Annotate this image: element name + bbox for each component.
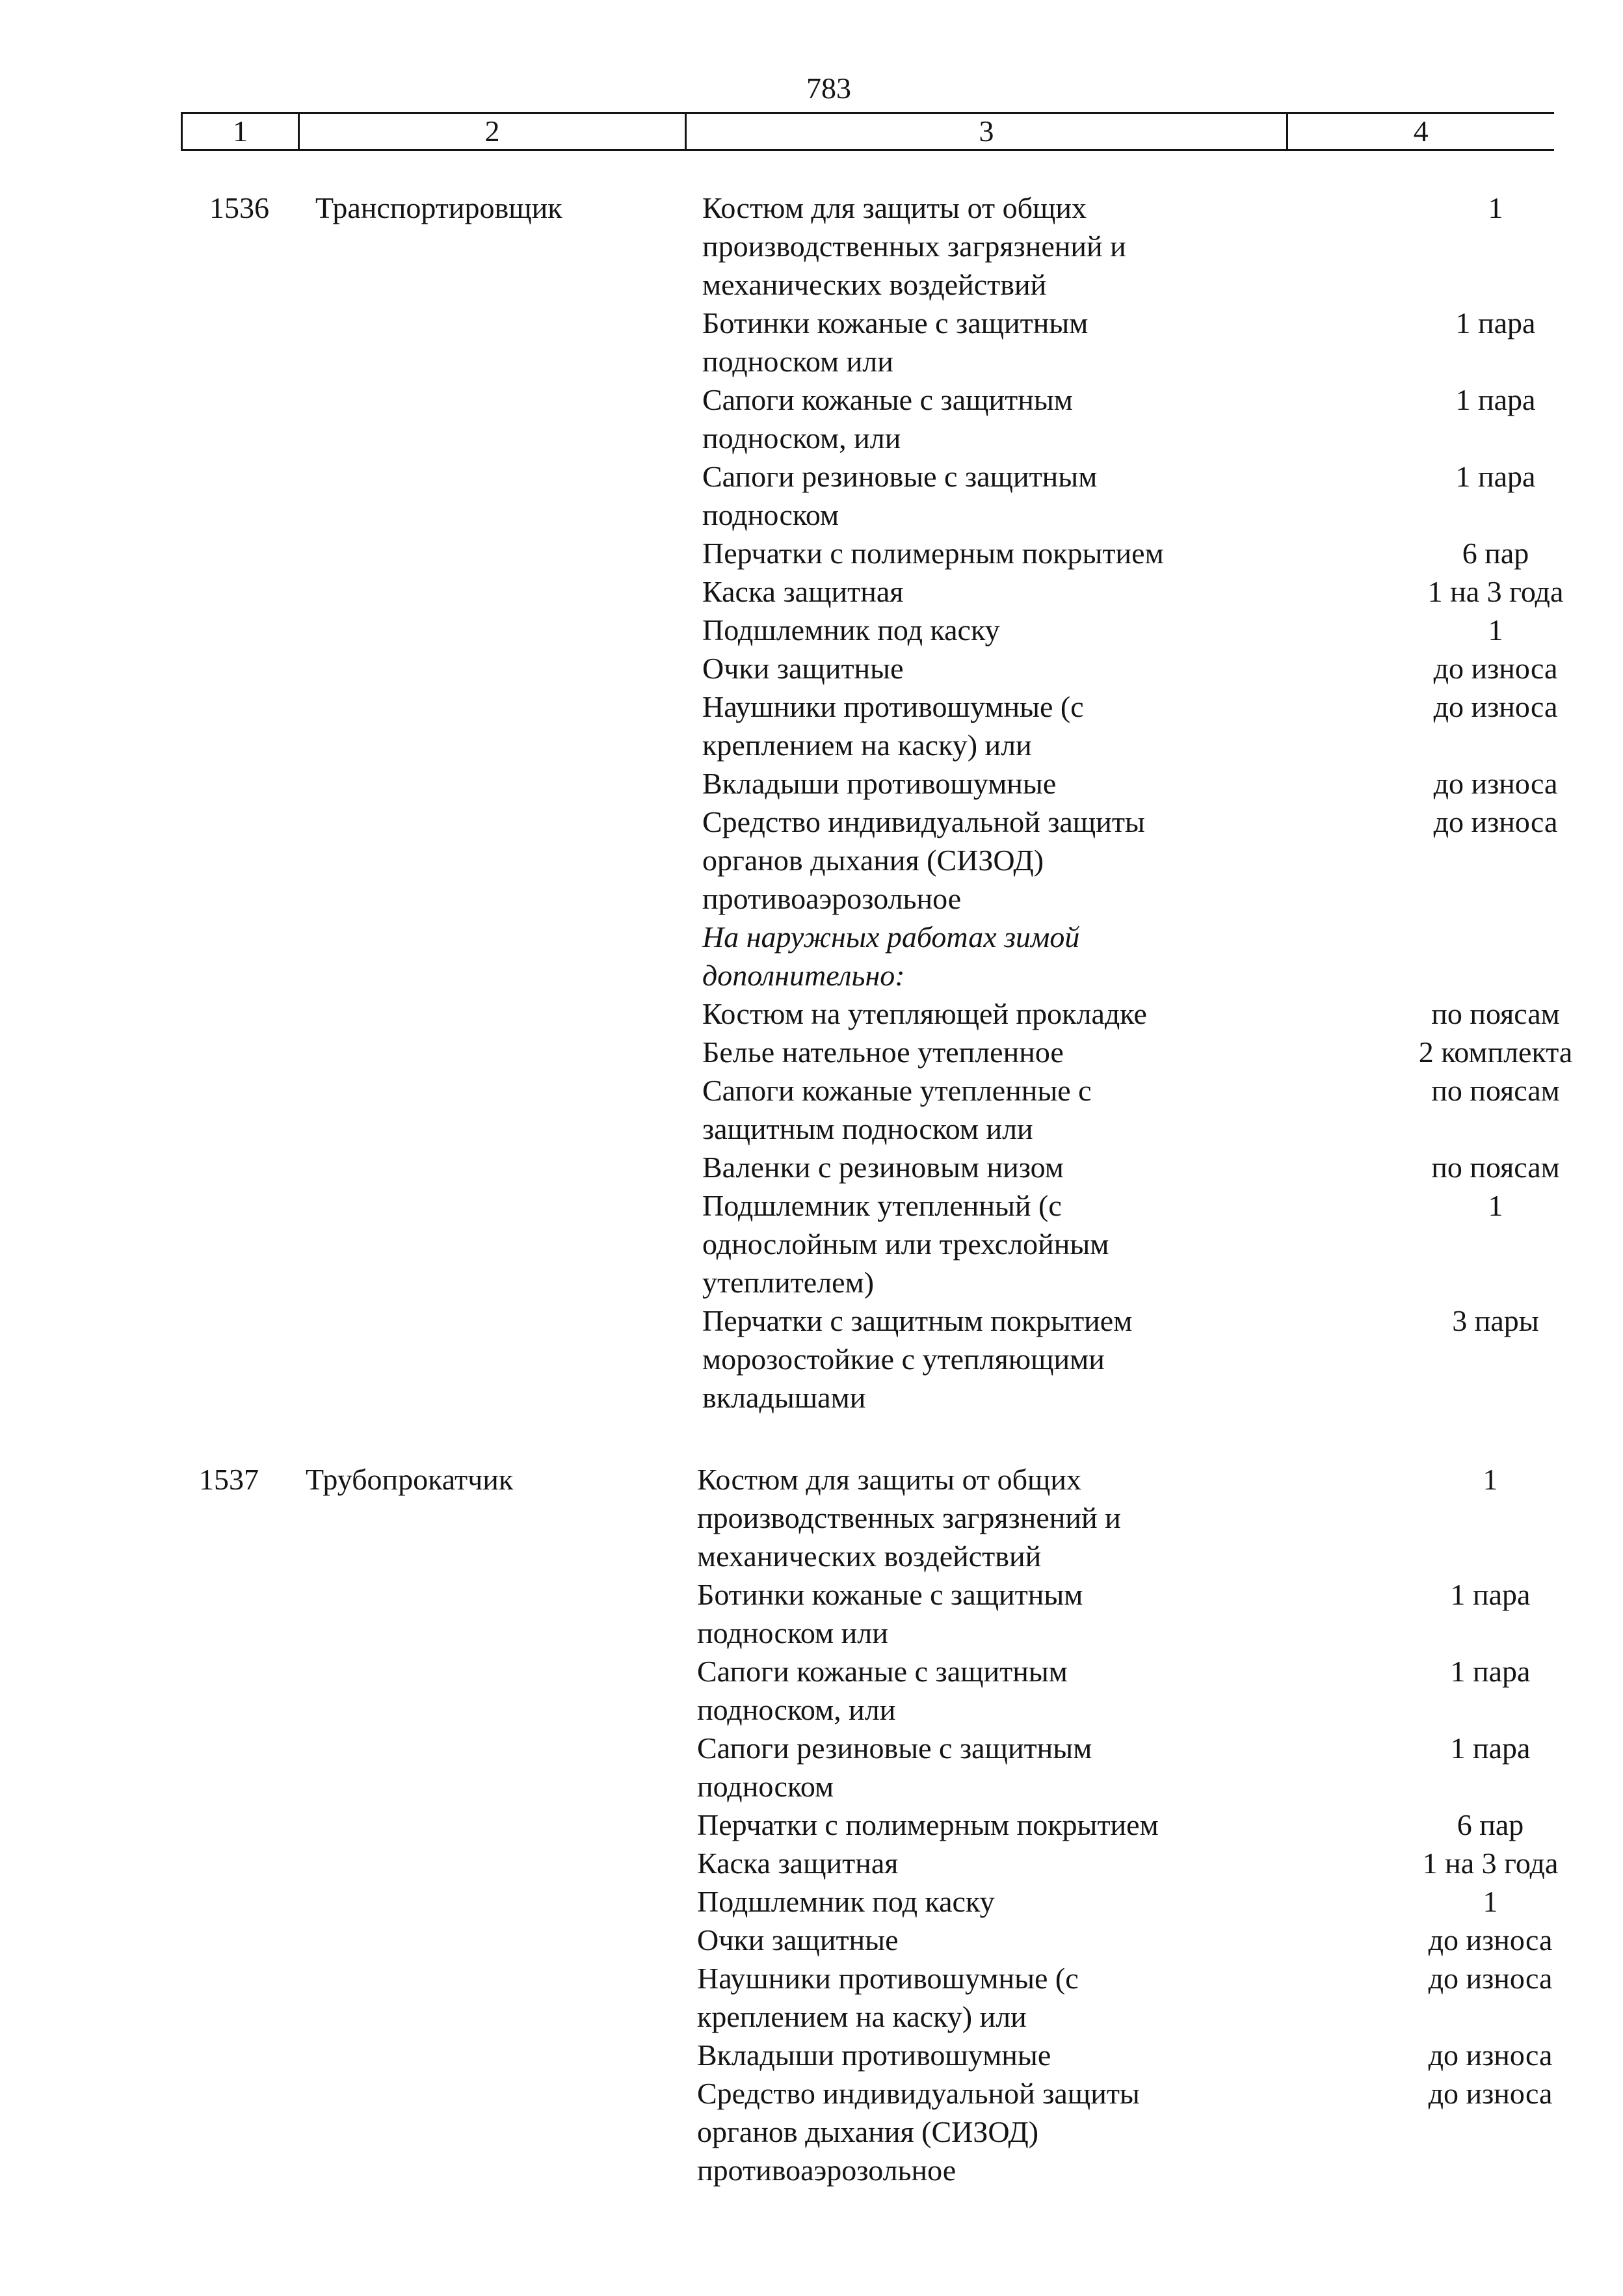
item-name: Подшлемник под каску	[702, 613, 1000, 647]
item-quantity: до износа	[1428, 2077, 1553, 2110]
item-quantity: 2 комплекта	[1418, 1035, 1573, 1069]
item-row	[702, 534, 1623, 572]
note-text: На наружных работах зимой дополнительно:	[702, 920, 1080, 992]
item-row	[702, 380, 1623, 457]
item-quantity: 1 пара	[1455, 460, 1536, 493]
profession-name: Транспортировщик	[315, 191, 562, 224]
item-name: Сапоги кожаные с защитным подноском, или	[702, 383, 1073, 455]
column-header-table	[181, 112, 1554, 151]
column-header-2: 2	[299, 113, 686, 150]
item-quantity: 1	[1488, 1189, 1503, 1222]
item-name: Каска защитная	[697, 1847, 899, 1880]
item-row	[702, 994, 1623, 1033]
profession-code: 1536	[209, 191, 269, 224]
item-name: Каска защитная	[702, 575, 904, 608]
item-row	[702, 1033, 1623, 1071]
item-quantity: до износа	[1433, 767, 1558, 800]
item-row	[702, 649, 1623, 687]
item-quantity: 1	[1483, 1885, 1498, 1918]
item-row	[702, 189, 1623, 304]
item-row	[702, 687, 1623, 764]
section-note	[702, 918, 1623, 994]
item-row	[702, 803, 1623, 918]
column-header-row	[182, 113, 1554, 150]
item-quantity: до износа	[1428, 2038, 1553, 2072]
item-row	[697, 1652, 1623, 1729]
item-name: Сапоги кожаные с защитным подноском, или	[697, 1655, 1068, 1726]
item-name: Сапоги резиновые с защитным подноском	[697, 1731, 1092, 1803]
item-name: Средство индивидуальной защиты органов дыхания (СИЗОД) противоаэрозольное	[697, 2077, 1140, 2187]
item-row	[697, 1729, 1623, 1806]
item-quantity: 1 пара	[1450, 1731, 1531, 1765]
item-quantity: 6 пар	[1457, 1808, 1524, 1841]
item-row	[702, 764, 1623, 803]
item-quantity: 1 на 3 года	[1427, 575, 1564, 608]
item-name: Очки защитные	[697, 1923, 899, 1956]
column-header-3: 3	[686, 113, 1287, 150]
item-row	[702, 304, 1623, 380]
item-row	[702, 572, 1623, 611]
item-name: Ботинки кожаные с защитным подноском или	[702, 306, 1089, 378]
item-name: Сапоги кожаные утепленные с защитным подноском или	[702, 1074, 1092, 1145]
item-name: Перчатки с полимерным покрытием	[702, 537, 1164, 570]
item-quantity: 1 пара	[1450, 1655, 1531, 1688]
profession-name: Трубопрокатчик	[306, 1463, 514, 1496]
item-name: Наушники противошумные (с креплением на каску) или	[697, 1962, 1079, 2033]
item-quantity: 1 пара	[1450, 1578, 1531, 1611]
item-quantity: 1 пара	[1455, 383, 1536, 416]
item-name: Вкладыши противошумные	[702, 767, 1057, 800]
profession-code: 1537	[199, 1463, 259, 1496]
column-header-1: 1	[182, 113, 299, 150]
item-name: Перчатки с полимерным покрытием	[697, 1808, 1159, 1841]
item-name: Очки защитные	[702, 652, 904, 685]
item-quantity: до износа	[1428, 1923, 1553, 1956]
item-name: Сапоги резиновые с защитным подноском	[702, 460, 1098, 531]
item-name: Костюм для защиты от общих производственных загрязнений и механических воздействий	[697, 1463, 1121, 1573]
item-quantity: 1 на 3 года	[1422, 1847, 1559, 1880]
item-quantity: 6 пар	[1462, 537, 1529, 570]
item-quantity: 1 пара	[1455, 306, 1536, 340]
item-quantity: до износа	[1433, 805, 1558, 838]
item-row	[697, 1921, 1623, 1959]
item-name: Белье нательное утепленное	[702, 1035, 1064, 1069]
item-quantity: 1	[1488, 613, 1503, 647]
item-row	[697, 2074, 1623, 2189]
item-row	[697, 1575, 1623, 1652]
item-quantity: 3 пары	[1452, 1304, 1539, 1337]
item-quantity: до износа	[1433, 690, 1558, 723]
item-quantity: до износа	[1433, 652, 1558, 685]
item-name: Ботинки кожаные с защитным подноском или	[697, 1578, 1083, 1649]
item-row	[697, 2036, 1623, 2074]
page-number: 783	[806, 72, 851, 105]
item-row	[697, 1844, 1623, 1882]
item-quantity: 1	[1483, 1463, 1498, 1496]
item-name: Перчатки с защитным покрытием морозостойкие с утепляющими вкладышами	[702, 1304, 1133, 1414]
item-name: Средство индивидуальной защиты органов дыхания (СИЗОД) противоаэрозольное	[702, 805, 1145, 915]
items-list	[702, 189, 1623, 1417]
item-row	[697, 1460, 1623, 1575]
item-name: Валенки с резиновым низом	[702, 1151, 1064, 1184]
item-row	[697, 1882, 1623, 1921]
item-row	[697, 1959, 1623, 2036]
item-row	[702, 611, 1623, 649]
item-row	[702, 1302, 1623, 1417]
item-row	[702, 1148, 1623, 1186]
items-list	[697, 1460, 1623, 2189]
item-name: Подшлемник под каску	[697, 1885, 995, 1918]
item-quantity: по поясам	[1431, 1074, 1560, 1107]
item-name: Костюм на утепляющей прокладке	[702, 997, 1147, 1030]
item-row	[702, 457, 1623, 534]
item-quantity: по поясам	[1431, 1151, 1560, 1184]
item-row	[702, 1071, 1623, 1148]
item-quantity: до износа	[1428, 1962, 1553, 1995]
item-name: Наушники противошумные (с креплением на каску) или	[702, 690, 1084, 762]
column-header-4: 4	[1287, 113, 1554, 150]
item-row	[702, 1186, 1623, 1302]
item-row	[697, 1806, 1623, 1844]
item-quantity: 1	[1488, 191, 1503, 224]
item-name: Вкладыши противошумные	[697, 2038, 1051, 2072]
item-name: Подшлемник утепленный (с однослойным или трехслойным утеплителем)	[702, 1189, 1109, 1299]
item-quantity: по поясам	[1431, 997, 1560, 1030]
item-name: Костюм для защиты от общих производственных загрязнений и механических воздействий	[702, 191, 1126, 301]
